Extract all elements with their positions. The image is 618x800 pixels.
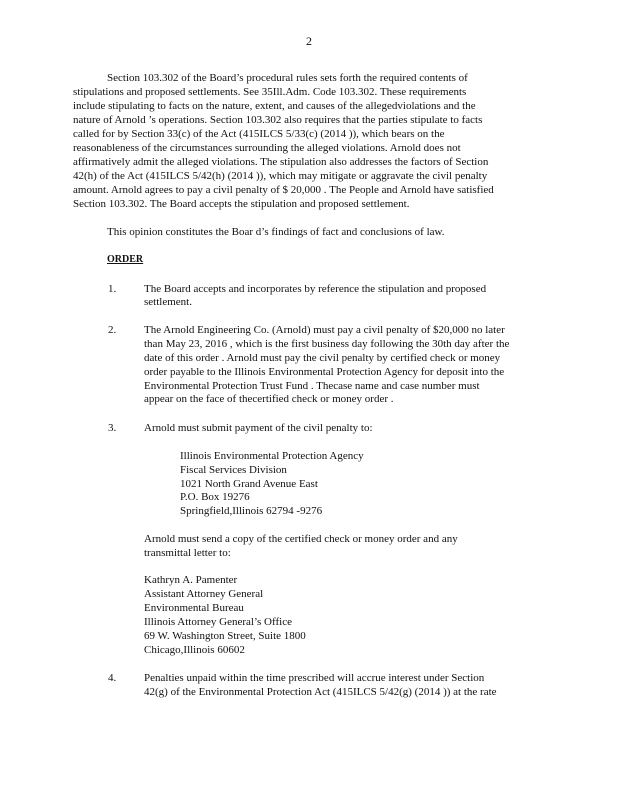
para1-line: include stipulating to facts on the nature, extent, and causes of the allegedviolations and the: [73, 100, 476, 112]
item1-line: The Board accepts and incorporates by reference the stipulation and proposed: [144, 283, 487, 295]
item4-line: Penalties unpaid within the time prescribed will accrue interest under Section: [144, 672, 485, 684]
item-number: 4.: [108, 672, 117, 684]
item2-line: The Arnold Engineering Co. (Arnold) must pay a civil penalty of $20,000 no later: [144, 324, 505, 336]
item2-line: order payable to the Illinois Environmental Protection Agency for deposit into the: [144, 366, 505, 378]
agency-address-line: 1021 North Grand Avenue East: [180, 478, 318, 490]
agency-address-line: Fiscal Services Division: [180, 464, 287, 476]
item-number: 2.: [108, 324, 117, 336]
findings-paragraph: This opinion constitutes the Boar d’s findings of fact and conclusions of law.: [107, 226, 445, 238]
para1-line: Section 103.302 of the Board’s procedural rules sets forth the required contents of: [107, 72, 468, 84]
para1-line: 42(h) of the Act (415ILCS 5/42(h) (2014 )), which may mitigate or aggravate the civil penalty: [73, 170, 488, 182]
page-number: 2: [306, 34, 312, 48]
attorney-address-line: 69 W. Washington Street, Suite 1800: [144, 630, 306, 642]
para1-line: called for by Section 33(c) of the Act (415ILCS 5/33(c) (2014 )), which bears on the: [73, 128, 445, 140]
para1-line: nature of Arnold ’s operations. Section 103.302 also requires that the parties stipulate to facts: [73, 114, 483, 126]
para1-line: affirmatively admit the alleged violations. The stipulation also addresses the factors of Section: [73, 156, 489, 168]
attorney-address-line: Illinois Attorney General’s Office: [144, 616, 292, 628]
item2-line: appear on the face of thecertified check or money order .: [144, 393, 394, 405]
copy-instruction-line: transmittal letter to:: [144, 547, 231, 559]
item1-line: settlement.: [144, 296, 192, 308]
item2-line: Environmental Protection Trust Fund . Thecase name and case number must: [144, 380, 480, 392]
agency-address-line: Springfield,Illinois 62794 -9276: [180, 505, 323, 517]
para1-line: stipulations and proposed settlements. See 35Ill.Adm. Code 103.302. These requirements: [73, 86, 467, 98]
order-heading: ORDER: [107, 254, 144, 265]
para1-line: reasonableness of the circumstances surrounding the alleged violations. Arnold does not: [73, 142, 461, 154]
item2-line: date of this order . Arnold must pay the civil penalty by certified check or money: [144, 352, 501, 364]
agency-address-line: Illinois Environmental Protection Agency: [180, 450, 364, 462]
attorney-address-line: Kathryn A. Pamenter: [144, 574, 238, 586]
agency-address-line: P.O. Box 19276: [180, 491, 250, 503]
attorney-address-line: Environmental Bureau: [144, 602, 244, 614]
attorney-address-line: Assistant Attorney General: [144, 588, 264, 600]
item-number: 1.: [108, 283, 117, 295]
item2-line: than May 23, 2016 , which is the first business day following the 30th day after the: [144, 338, 510, 350]
copy-instruction-line: Arnold must send a copy of the certified check or money order and any: [144, 533, 458, 545]
item-number: 3.: [108, 422, 117, 434]
item4-line: 42(g) of the Environmental Protection Act (415ILCS 5/42(g) (2014 )) at the rate: [144, 686, 497, 698]
para1-line: Section 103.302. The Board accepts the stipulation and proposed settlement.: [73, 198, 410, 210]
attorney-address-line: Chicago,Illinois 60602: [144, 644, 245, 656]
item3-intro: Arnold must submit payment of the civil penalty to:: [144, 422, 373, 434]
para1-line: amount. Arnold agrees to pay a civil penalty of $ 20,000 . The People and Arnold have satisfied: [73, 184, 494, 196]
